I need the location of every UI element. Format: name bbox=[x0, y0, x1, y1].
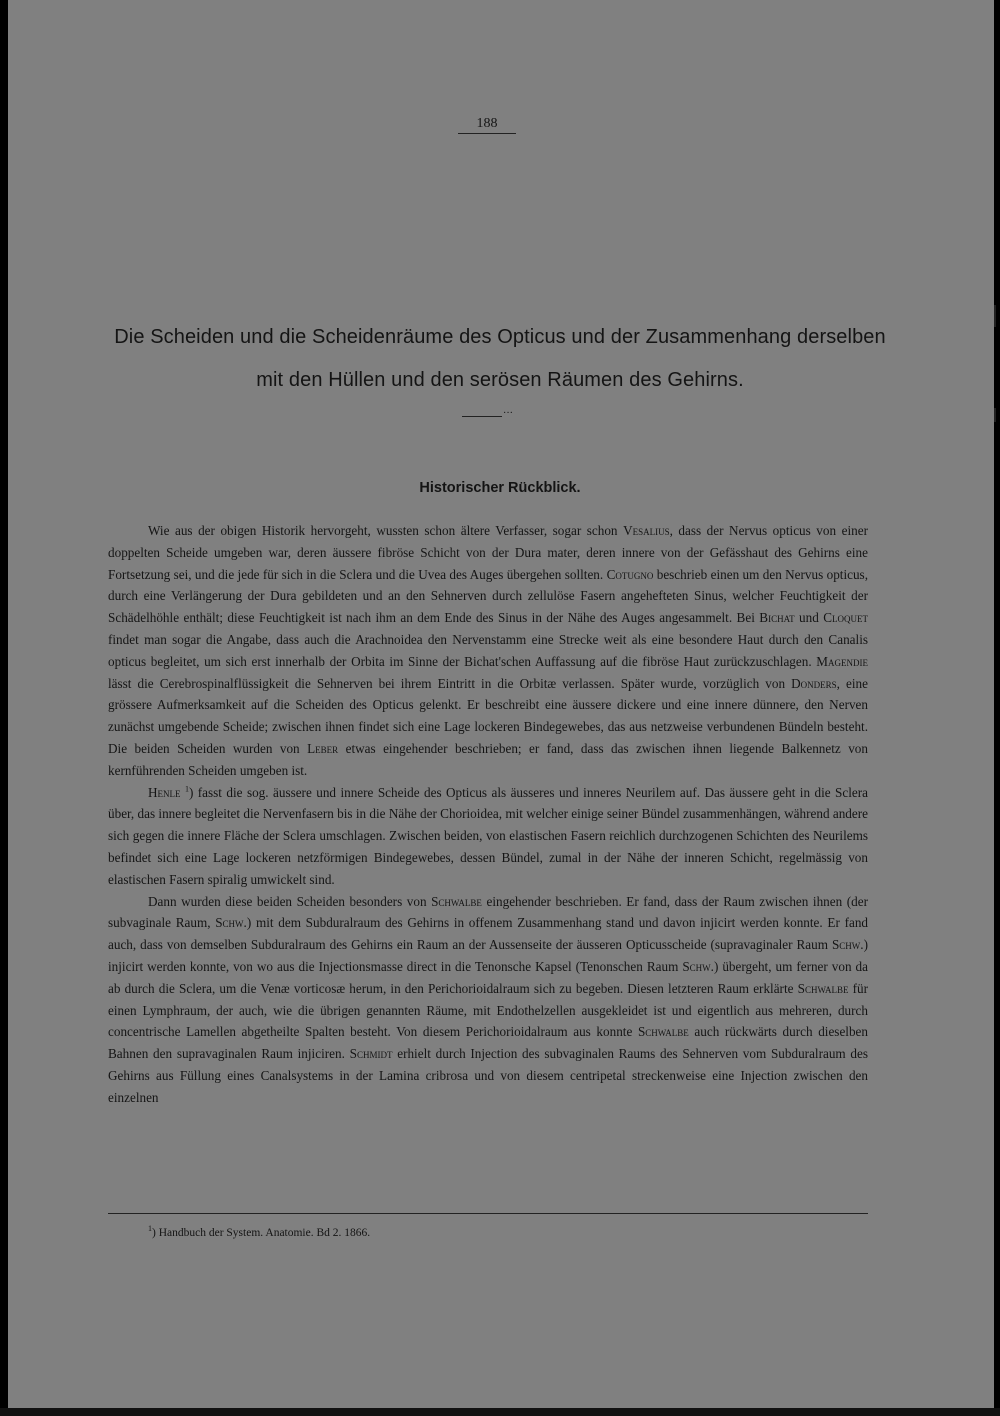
author-name: Schw. bbox=[682, 958, 714, 974]
footnote-text: ) Handbuch der System. Anatomie. Bd 2. 1866. bbox=[152, 1227, 371, 1239]
paragraph-text: etwas eingehender beschrieben; er fand, dass das zwischen ihnen liegende Balkennetz von kernführenden Scheiden umgeben ist. bbox=[108, 740, 868, 778]
paragraph bbox=[108, 782, 868, 891]
paragraph-text: findet man sogar die Angabe, dass auch die Arachnoidea den Nervenstamm eine Strecke weit als eine besondere Haut durch den Canalis opticus begleitet, um sich erst innerhalb der Orbita im Sinne der Bichat'schen Auffassung auf die fibröse Haut zurückzuschlagen. bbox=[108, 631, 868, 669]
section-heading: Historischer Rückblick. bbox=[419, 480, 581, 496]
page-number: 188 bbox=[458, 116, 516, 134]
paragraph-text: Wie aus der obigen Historik hervorgeht, wussten schon ältere Verfasser, sogar schon bbox=[148, 523, 624, 538]
footnote bbox=[148, 1225, 848, 1241]
title-divider bbox=[462, 416, 502, 417]
paragraph-text: eingehender beschrieben. Er fand, dass der Raum zwischen ihnen (der subvaginale Raum, bbox=[108, 893, 868, 931]
title-line-1: Die Scheiden und die Scheidenräume des Opticus und der Zusammenhang derselben bbox=[114, 326, 886, 348]
scan-edge-left bbox=[0, 0, 8, 1416]
paragraph bbox=[108, 891, 868, 1109]
paragraph-text: ) injicirt werden konnte, von wo aus die Injectionsmasse direct in die Tenonsche Kapsel (Tenonschen Raum bbox=[108, 937, 868, 974]
paragraph-text: lässt die Cerebrospinalflüssigkeit die Sehnerven bei ihrem Eintritt in die Orbitæ verlassen. Später wurde, vorzüglich von bbox=[108, 675, 792, 691]
scan-edge-right bbox=[994, 0, 1000, 1416]
body-text bbox=[108, 520, 868, 1109]
footnote-marker: 1 bbox=[148, 1224, 152, 1234]
title-divider-dots: ··· bbox=[503, 408, 513, 419]
paragraph-text: ) mit dem Subduralraum des Gehirns in offenem Zusammenhang stand und davon injicirt werden konnte. Er fand auch, dass von demselben Subduralraum des Gehirns ein Raum an der Aussenseite der äusseren Opticusscheide (supravaginaler Raum bbox=[108, 915, 869, 953]
paragraph-text: und bbox=[794, 610, 824, 626]
scan-edge-tick bbox=[994, 305, 996, 327]
author-name: Donders bbox=[791, 675, 837, 691]
scan-edge-tick bbox=[994, 408, 996, 422]
author-name: Vesalius bbox=[623, 523, 670, 538]
author-name: Leber bbox=[307, 740, 339, 756]
paragraph-text: ) fasst die sog. äussere und innere Scheide des Opticus als äusseres und inneres Neurilem auf. Das äussere geht in die Sclera über, das innere begleitet die Nervenfasern bis in die Nähe der Chorioidea, mit welcher einige seiner Bündel zusammenhängen, während andere sich gegen die innere Fläche der Sclera umschlagen. Zwischen beiden, von elastischen Fasern reichlich durchzogenen Schichten des Neurilems befindet sich eine Lage lockeren netzförmigen Bindegewebes, dessen Bündel, zumal in der Nähe der inneren Schicht, regelmässig von elastischen Fasern spiralig umwickelt sind. bbox=[108, 784, 868, 887]
paragraph-text: , dass der Nervus opticus von einer doppelten Scheide umgeben war, deren äussere fibröse Schicht von der Dura mater, deren innere von der Gefässhaut des Gehirns eine Fortsetzung sei, und die jede für sich in die Sclera und die Uvea des Auges übergehen sollten. bbox=[108, 523, 868, 582]
author-name: Schwalbe bbox=[637, 1024, 689, 1040]
paragraph-text: für einen Lymphraum, der auch, wie die übrigen genannten Räume, mit Endothelzellen ausgekleidet ist und eigentlich aus mehreren, durch concentrische Lamellen abgetheilte Spalten besteht. Von diesem Perichorioidalraum aus konnte bbox=[108, 980, 868, 1040]
author-name: Magendie bbox=[816, 653, 868, 669]
paragraph-text: Dann wurden diese beiden Scheiden besonders von bbox=[148, 893, 432, 909]
paragraph-text: erhielt durch Injection des subvaginalen Raums des Sehnerven vom Subduralraum des Gehirns aus Füllung eines Canalsystems in der Lamina cribrosa und von diesem centripetal streckenweise eine Injection zwischen den einzelnen bbox=[108, 1046, 869, 1105]
author-name: Schw. bbox=[831, 937, 864, 953]
scan-edge-bottom bbox=[0, 1408, 1000, 1416]
author-name: Schmidt bbox=[349, 1046, 393, 1062]
paragraph-text: , eine grössere Aufmerksamkeit auf die Scheiden des Opticus gelenkt. Er beschreibt eine äussere dickere und eine innere dünnere, den Nerven zunächst umgebende Scheide; zwischen ihnen findet sich eine Lage lockeren Bindegewebes, das aus netzweise verbundenen Bündeln besteht. Die beiden Scheiden wurden von bbox=[108, 675, 868, 756]
paragraph-text: auch rückwärts durch dieselben Bahnen den supravaginalen Raum injiciren. bbox=[108, 1024, 868, 1062]
paragraph-text: beschrieb einen um den Nervus opticus, durch eine Verlängerung der Dura gebildeten und an den Sehnerven durch zellulöse Fasern angehefteten Sinus, welcher Feuchtigkeit der Schädelhöhle enthält; diese Feuchtigkeit ist nach ihm an dem Ende des Sinus in der Nähe des Auges angesammelt. Bei bbox=[108, 566, 868, 626]
author-name: Cotugno bbox=[606, 566, 654, 582]
author-name: Schwalbe bbox=[797, 980, 849, 996]
author-name: Bichat bbox=[759, 610, 795, 626]
footnote-divider bbox=[108, 1213, 868, 1214]
paragraph bbox=[108, 520, 868, 782]
author-name: Schwalbe bbox=[431, 893, 482, 909]
paragraph-text: ) übergeht, um ferner von da ab durch die Sclera, um die Venæ vorticosæ herum, in den Perichorioidalraum sich zu begeben. Diesen letzteren Raum erklärte bbox=[108, 958, 868, 996]
title-line-2: mit den Hüllen und den serösen Räumen des Gehirns. bbox=[256, 369, 744, 391]
author-name: Schw. bbox=[215, 915, 247, 931]
footnote-reference: 1 bbox=[184, 784, 189, 794]
author-name: Henle bbox=[148, 784, 181, 800]
author-name: Cloquet bbox=[823, 610, 869, 626]
